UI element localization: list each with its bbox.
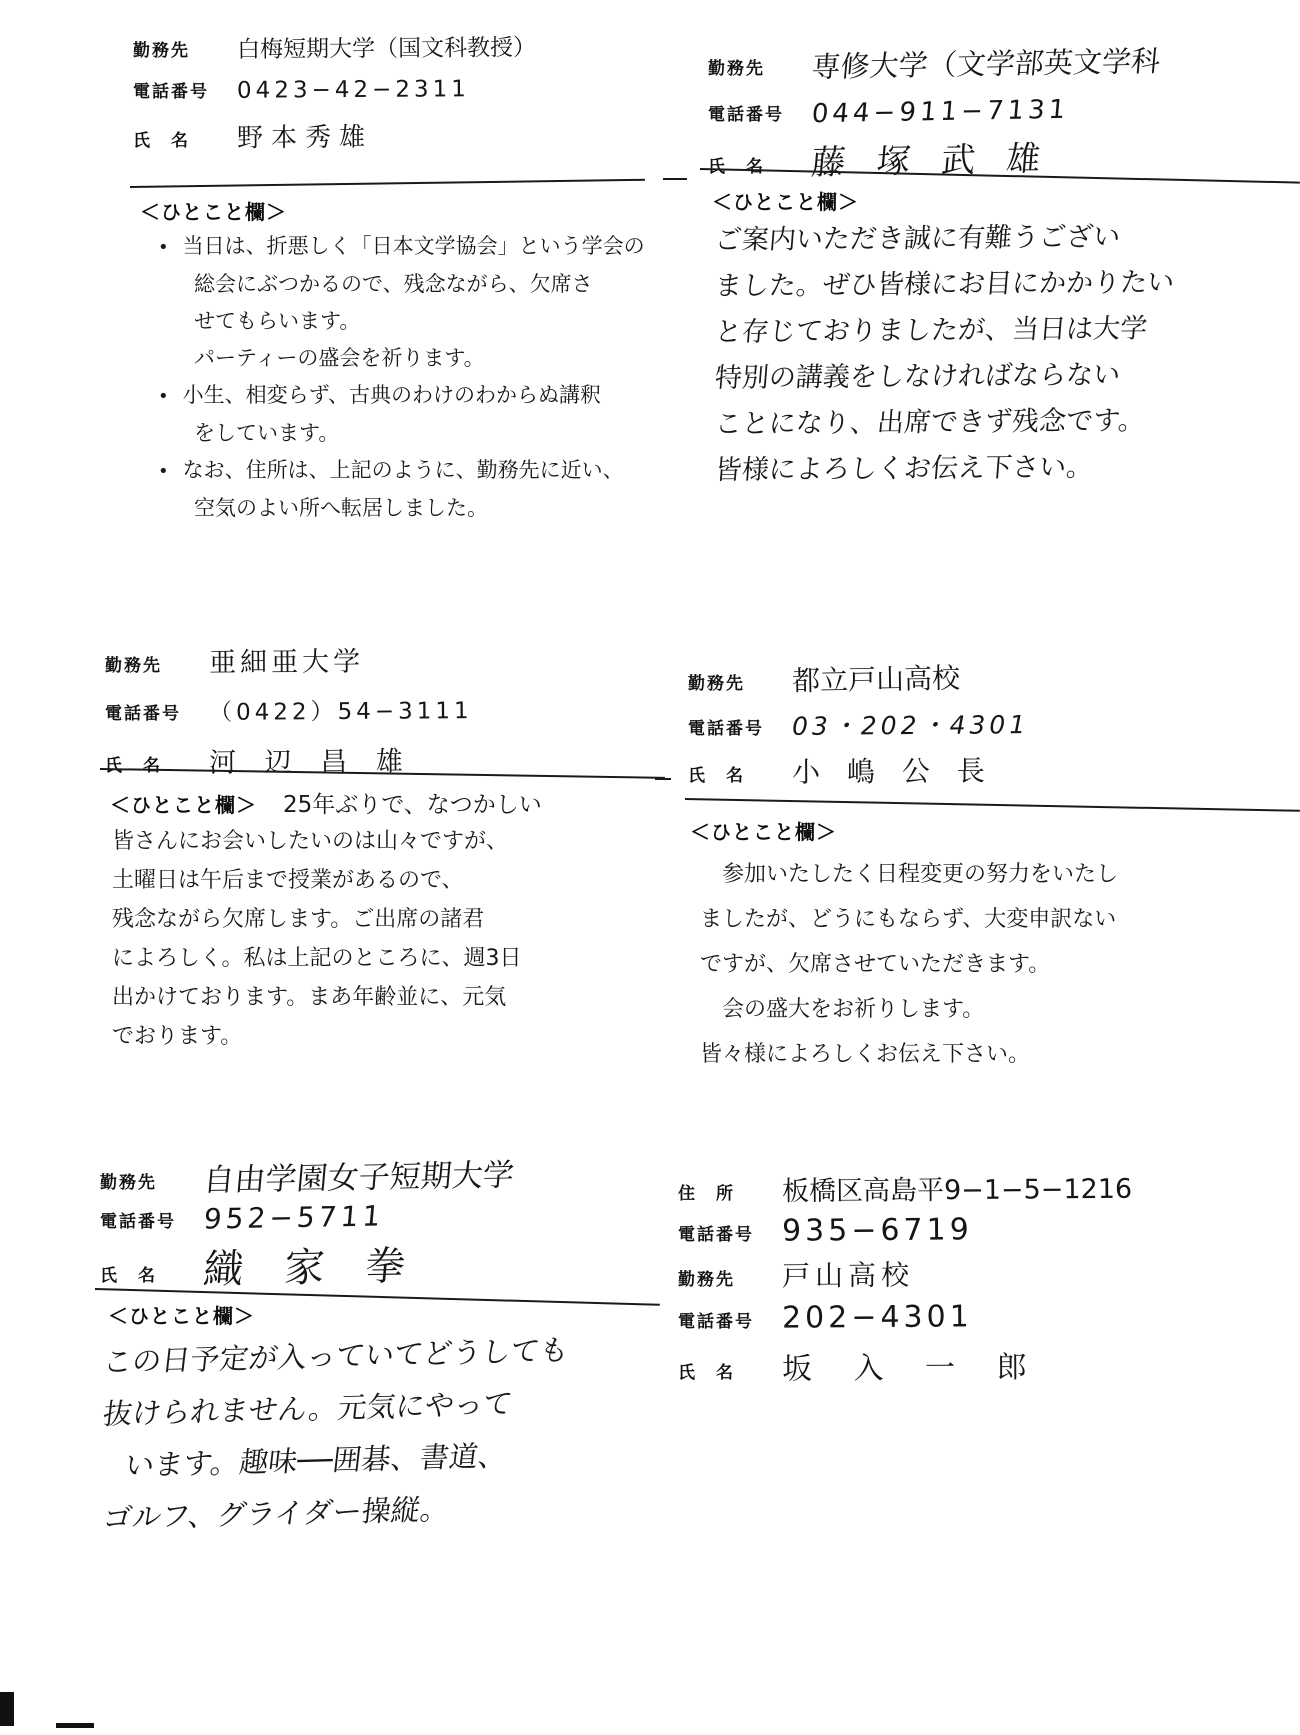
scan-artifact-corner-mark [0, 1692, 14, 1726]
comment-line: 空気のよい所へ転居しました。 [194, 496, 488, 520]
field-value-handwritten: 専修大学（文学部英文学科 [810, 43, 1162, 85]
comment-line: ですが、欠席させていただきます。 [700, 952, 1051, 977]
field-value-handwritten: 野本秀雄 [236, 122, 374, 154]
comment-line: と存じておりましたが、当日は大学 [713, 313, 1149, 349]
field-address [678, 1168, 1288, 1207]
comment-line: 残念ながら欠席します。ご出席の諸君 [112, 907, 485, 932]
comment-line: 総会にぶつかるので、残念ながら、欠席さ [194, 272, 593, 296]
field-phone [708, 94, 1300, 130]
field-label: 氏 名 [688, 766, 745, 785]
comment-line: 皆様によろしくお伝え下さい。 [713, 451, 1095, 487]
comment-line: をしています。 [194, 421, 340, 445]
reply-card-sakairi [678, 1168, 1288, 1401]
field-workplace [708, 42, 1300, 83]
comment-line: 皆々様によろしくお伝え下さい。 [700, 1042, 1031, 1067]
reply-card-nomoto [133, 30, 673, 168]
field-label: 勤務先 [688, 674, 745, 693]
comment-section-header: ＜ひとこと欄＞ [108, 1306, 255, 1328]
reply-card-fujitsuka [708, 42, 1300, 196]
field-label: 電話番号 [105, 704, 181, 723]
comment-text [101, 1330, 571, 1538]
comment-line: 土曜日は午后まで授業があるので、 [112, 868, 464, 893]
field-name [133, 117, 673, 154]
field-workplace [100, 1152, 660, 1197]
field-value-handwritten: 坂 入 一 郎 [781, 1350, 1043, 1387]
comment-text [112, 822, 522, 1056]
field-name [688, 750, 1288, 790]
field-label: 勤務先 [105, 656, 162, 675]
comment-line: 抜けられません。元気にやって [101, 1386, 515, 1432]
comment-text [700, 852, 1118, 1077]
comment-line: 参加いたしたく日程変更の努力をいたし [722, 862, 1119, 887]
field-value-handwritten-signature: 織 家 拳 [201, 1243, 422, 1293]
comment-line: • 小生、相変らず、古典のわけのわからぬ講釈 [150, 377, 645, 415]
comment-line: 25年ぶりで、なつかしい [283, 792, 542, 818]
field-phone [105, 693, 665, 726]
scan-artifact-bottom-dash [56, 1723, 94, 1728]
field-value-handwritten: 0423−42−2311 [236, 76, 470, 104]
field-label: 勤務先 [100, 1173, 157, 1192]
comment-line: ました。ぜひ皆様にお目にかかりたい [713, 266, 1176, 303]
field-label: 氏 名 [133, 131, 190, 150]
comment-line: でおります。 [112, 1024, 243, 1049]
field-value-handwritten: 板橋区高島平9−1−5−1216 [781, 1173, 1133, 1208]
field-value-handwritten: 自由学園女子短期大学 [201, 1157, 516, 1199]
comment-line: • 当日は、折悪しく「日本文学協会」という学会の [150, 228, 645, 266]
field-workplace [105, 640, 665, 679]
scan-artifact-dash [655, 778, 671, 780]
field-label: 電話番号 [708, 105, 784, 124]
field-value-handwritten: 03・202・4301 [791, 710, 1030, 741]
comment-line: この日予定が入っていてどうしても [101, 1332, 571, 1380]
field-name [678, 1343, 1288, 1387]
divider-line [130, 179, 645, 188]
field-value-handwritten: 952−5711 [202, 1199, 386, 1236]
field-phone-work [678, 1300, 1288, 1335]
field-phone-home [678, 1213, 1288, 1248]
field-label: 氏 名 [100, 1266, 157, 1285]
field-value-handwritten: 都立戸山高校 [791, 661, 961, 698]
field-phone [688, 706, 1288, 742]
comment-line: パーティーの盛会を祈ります。 [194, 346, 485, 370]
comment-line: ましたが、どうにもならず、大変申訳ない [700, 907, 1117, 932]
field-label: 電話番号 [133, 82, 209, 101]
field-label: 電話番号 [678, 1312, 754, 1331]
comment-line: ゴルフ、グライダー操縦。 [101, 1492, 452, 1536]
field-value-handwritten: 亜細亜大学 [208, 646, 365, 679]
comment-line: います。趣味──囲碁、書道、 [123, 1438, 510, 1483]
field-workplace [678, 1254, 1288, 1294]
field-label: 電話番号 [688, 719, 764, 738]
field-value-handwritten: 935−6719 [781, 1212, 973, 1249]
field-value-handwritten: 白梅短期大学（国文科教授） [236, 34, 537, 64]
field-label: 氏 名 [105, 756, 162, 775]
comment-section-header: ＜ひとこと欄＞ [110, 795, 257, 817]
comment-section-header: ＜ひとこと欄＞ [140, 202, 287, 224]
field-label: 氏 名 [708, 157, 765, 176]
comment-line: ことになり、出席できず残念です。 [713, 405, 1147, 441]
scan-artifact-dash [663, 178, 687, 180]
comment-text [150, 228, 645, 527]
comment-line: 出かけております。まあ年齢並に、元気 [112, 985, 507, 1010]
comment-line: • なお、住所は、上記のように、勤務先に近い、 [150, 452, 645, 490]
field-label: 勤務先 [708, 59, 765, 78]
reply-card-orie [100, 1152, 660, 1307]
field-value-handwritten: 藤 塚 武 雄 [809, 138, 1053, 184]
field-workplace [688, 658, 1288, 698]
field-value-handwritten: 044−911−7131 [810, 94, 1071, 130]
comment-line: 皆さんにお会いしたいのは山々ですが、 [112, 829, 509, 854]
field-phone [133, 77, 673, 103]
comment-line: 特別の講義をしなければならない [713, 359, 1122, 395]
field-label: 電話番号 [100, 1212, 176, 1231]
field-label: 電話番号 [678, 1225, 754, 1244]
field-label: 勤務先 [678, 1270, 735, 1289]
comment-section-header: ＜ひとこと欄＞ [690, 822, 837, 844]
field-value-handwritten: 河 辺 昌 雄 [208, 746, 413, 779]
field-label: 氏 名 [678, 1363, 735, 1382]
field-label: 勤務先 [133, 41, 190, 60]
field-workplace [133, 30, 673, 63]
comment-section-header: ＜ひとこと欄＞ [712, 192, 859, 214]
field-value-handwritten: 戸山高校 [781, 1258, 915, 1293]
reply-card-kojima [688, 658, 1288, 804]
comment-line: せてもらいます。 [194, 309, 361, 333]
field-value-handwritten: 202−4301 [781, 1299, 973, 1336]
field-value-handwritten: 小 嶋 公 長 [791, 754, 994, 789]
field-label: 住 所 [678, 1184, 735, 1203]
field-phone [100, 1201, 660, 1234]
field-name [100, 1236, 660, 1293]
comment-line: によろしく。私は上記のところに、週3日 [112, 946, 522, 971]
comment-line: ご案内いただき誠に有難うござい [713, 221, 1122, 257]
comment-text [715, 216, 1174, 492]
comment-line: 会の盛大をお祈りします。 [722, 997, 985, 1022]
comment-section-headrow [110, 786, 542, 819]
field-value-handwritten: （0422）54−3111 [208, 698, 473, 726]
